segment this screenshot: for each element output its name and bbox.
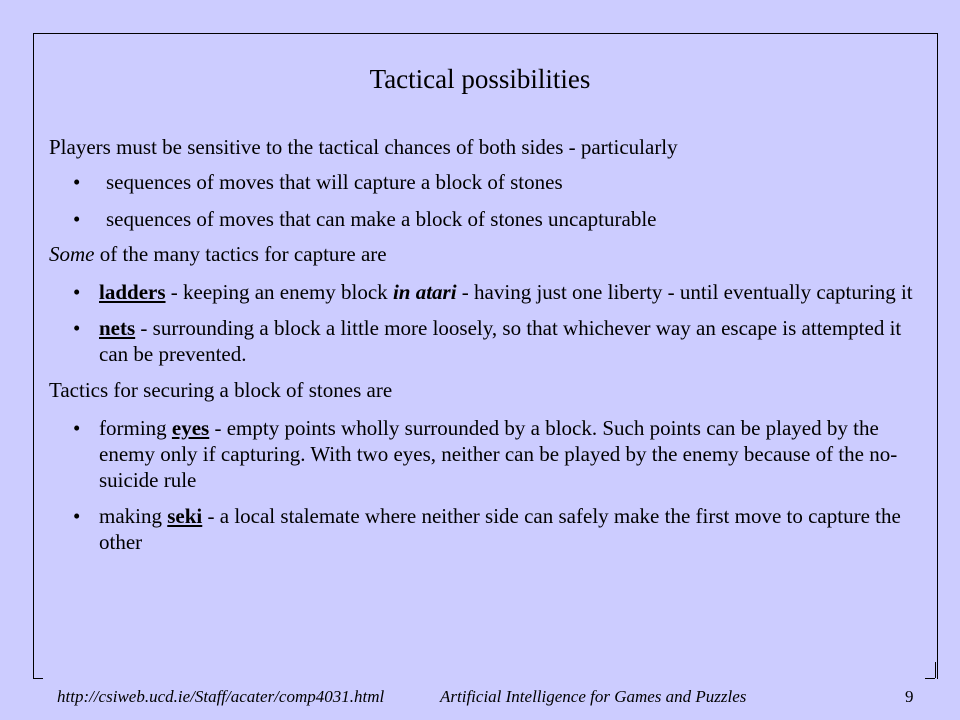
bullet-icon: • bbox=[73, 280, 81, 304]
nets-text bbox=[99, 315, 919, 367]
ladders-text bbox=[99, 279, 919, 305]
nets-description: - surrounding a block a little more loosely, so that whichever way an escape is attempted it can be prevented. bbox=[99, 316, 902, 366]
eyes-description: - empty points wholly surrounded by a block. Such points can be played by the enemy only if capturing. With two eyes, neither can be played by the enemy because of the no-suicide rule bbox=[99, 416, 898, 492]
securing-intro: Tactics for securing a block of stones are bbox=[49, 378, 393, 402]
list-item bbox=[49, 206, 919, 232]
seki-term: seki bbox=[167, 504, 203, 528]
footer-course-title: Artificial Intelligence for Games and Puzzles bbox=[440, 687, 747, 706]
ladders-text-a: - keeping an enemy block bbox=[165, 280, 393, 304]
bullet-icon: • bbox=[73, 207, 81, 231]
bullet-icon: • bbox=[73, 316, 81, 340]
capture-intro-text: of the many tactics for capture are bbox=[94, 242, 387, 266]
frame-corner-right bbox=[935, 662, 936, 678]
ladders-term: ladders bbox=[99, 280, 166, 304]
list-item-eyes bbox=[49, 415, 919, 493]
sensitivity-item-capture: sequences of moves that will capture a block of stones bbox=[106, 170, 563, 194]
slide-body bbox=[49, 134, 919, 555]
seki-prefix: making bbox=[99, 504, 168, 528]
bullet-icon: • bbox=[73, 416, 81, 440]
capture-intro-emphasis: Some bbox=[49, 242, 95, 266]
seki-text bbox=[99, 503, 919, 555]
in-atari-term: in atari bbox=[392, 280, 457, 304]
capture-intro bbox=[49, 241, 919, 267]
list-item-seki bbox=[49, 503, 919, 555]
intro-paragraph: Players must be sensitive to the tactical chances of both sides - particularly bbox=[49, 135, 678, 159]
bullet-icon: • bbox=[73, 504, 81, 528]
frame-corner-left bbox=[33, 662, 34, 678]
seki-description: - a local stalemate where neither side can safely make the first move to capture the other bbox=[99, 504, 901, 554]
list-item-nets bbox=[49, 315, 919, 367]
slide-title: Tactical possibilities bbox=[369, 64, 591, 94]
eyes-text bbox=[99, 415, 919, 493]
nets-term: nets bbox=[99, 316, 136, 340]
list-item-ladders bbox=[49, 279, 919, 305]
sensitivity-item-uncapturable: sequences of moves that can make a block of stones uncapturable bbox=[106, 207, 657, 231]
footer-url: http://csiweb.ucd.ie/Staff/acater/comp4031.html bbox=[57, 687, 385, 706]
list-item bbox=[49, 169, 919, 195]
eyes-term: eyes bbox=[171, 416, 210, 440]
ladders-text-b: - having just one liberty - until eventually capturing it bbox=[456, 280, 913, 304]
eyes-prefix: forming bbox=[99, 416, 172, 440]
frame-tick-left bbox=[33, 678, 43, 679]
page-number: 9 bbox=[905, 687, 914, 706]
frame-tick-right bbox=[925, 678, 935, 679]
bullet-icon: • bbox=[73, 170, 81, 194]
